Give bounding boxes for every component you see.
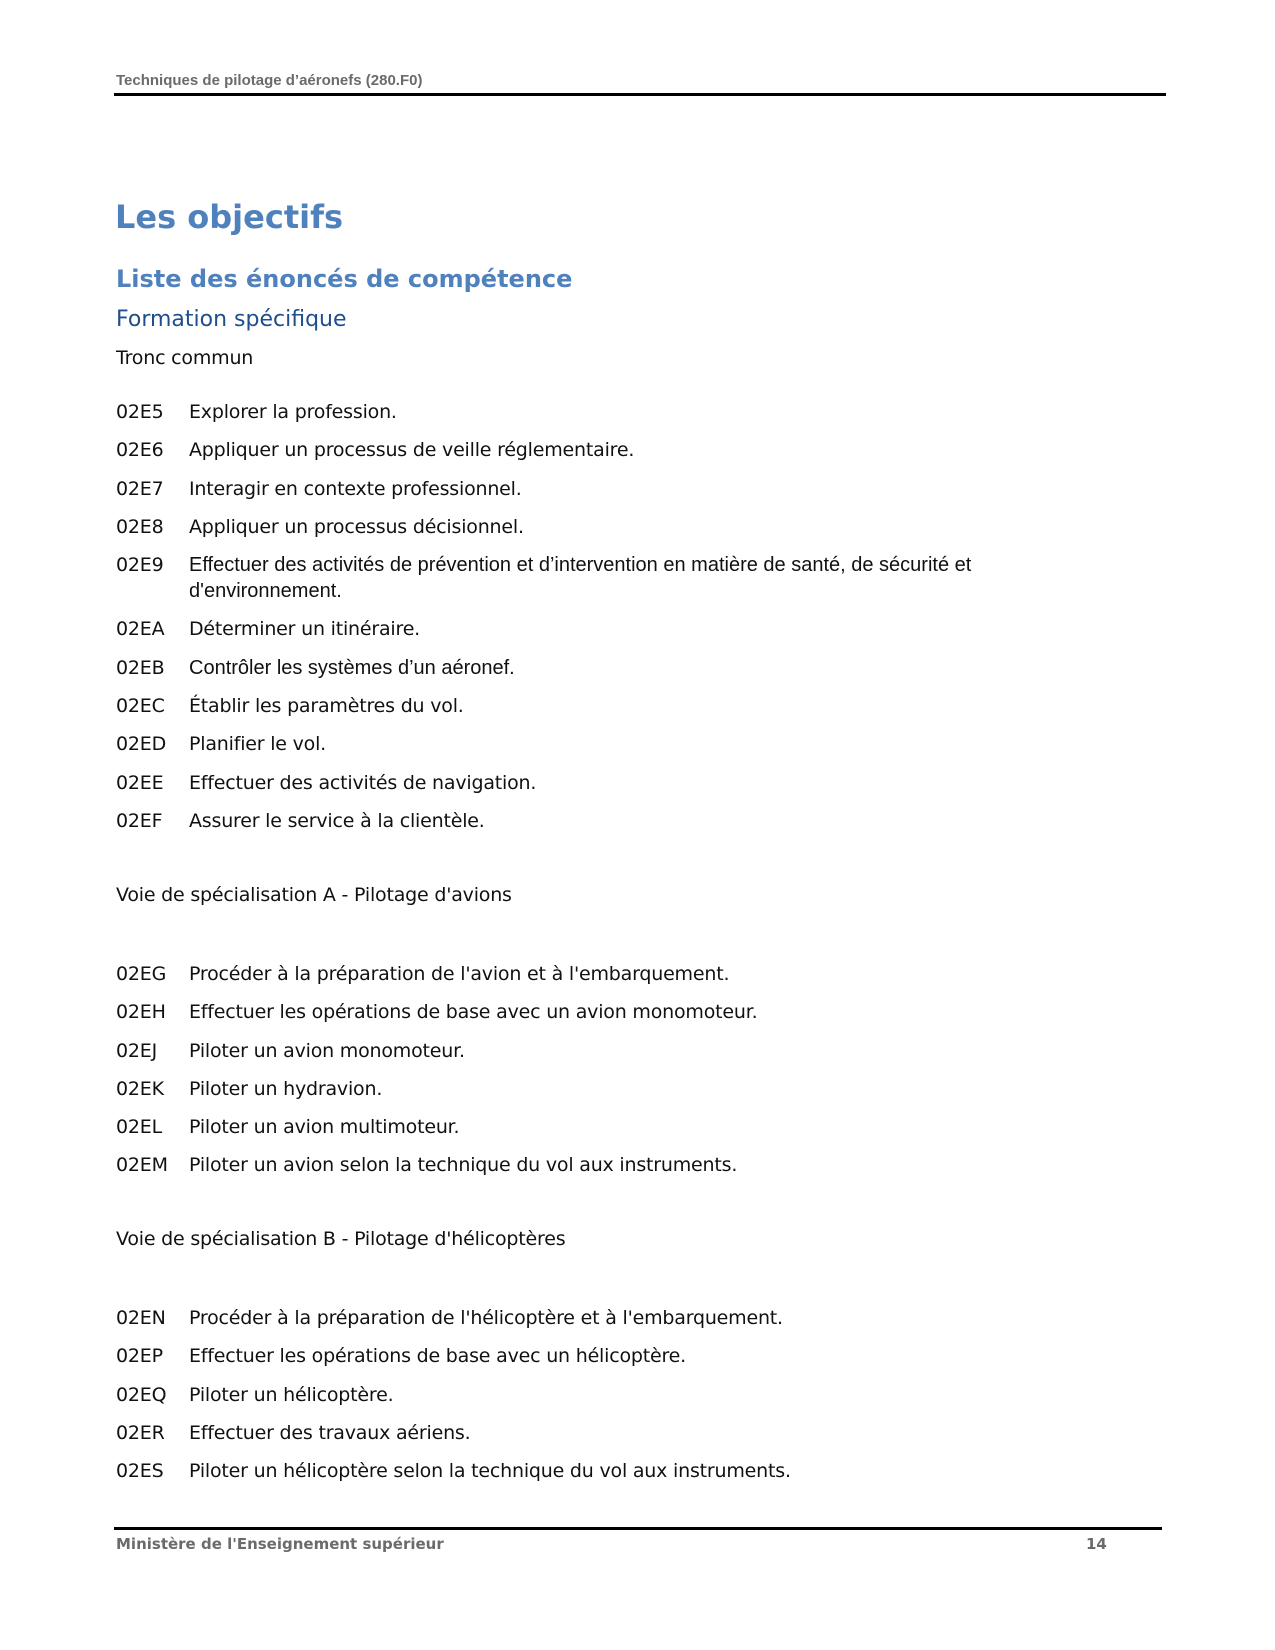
competency-list-voie-a [116, 961, 1116, 1191]
competency-text: Procéder à la préparation de l'hélicoptère et à l'embarquement. [189, 1307, 783, 1329]
list-item [116, 1420, 1116, 1446]
competency-code: 02EK [116, 1077, 164, 1100]
competency-text: Appliquer un processus décisionnel. [189, 515, 524, 538]
competency-text: Établir les paramètres du vol. [189, 695, 464, 718]
competency-code: 02EB [116, 656, 165, 679]
running-header: Techniques de pilotage d’aéronefs (280.F0) [116, 72, 423, 89]
group-label-voie-a: Voie de spécialisation A - Pilotage d'avions [116, 884, 512, 906]
list-item [116, 770, 1116, 796]
competency-code: 02E5 [116, 401, 164, 423]
competency-code: 02E7 [116, 477, 164, 500]
list-item [116, 808, 1116, 834]
competency-code: 02EM [116, 1154, 168, 1177]
list-item [116, 514, 1116, 540]
competency-code: 02EH [116, 1001, 166, 1024]
list-item [116, 616, 1116, 642]
list-item [116, 1076, 1116, 1102]
competency-code: 02E9 [116, 554, 164, 577]
competency-text: Effectuer des travaux aériens. [189, 1421, 471, 1444]
competency-text: Planifier le vol. [189, 733, 327, 756]
list-item [116, 693, 1116, 719]
competency-code: 02ED [116, 733, 167, 756]
competency-code: 02EN [116, 1307, 166, 1329]
list-item [116, 655, 1116, 681]
competency-list-voie-b [116, 1305, 1116, 1496]
subtitle: Liste des énoncés de compétence [116, 265, 573, 293]
list-item [116, 476, 1116, 502]
competency-list-tronc-commun [116, 399, 1116, 846]
header-rule [114, 93, 1166, 96]
footer-rule [114, 1527, 1162, 1530]
list-item [116, 1343, 1116, 1369]
list-item [116, 437, 1116, 463]
group-label-voie-b: Voie de spécialisation B - Pilotage d'hélicoptères [116, 1228, 566, 1250]
list-item [116, 1458, 1116, 1484]
list-item [116, 731, 1116, 757]
competency-text: Contrôler les systèmes d’un aéronef. [189, 656, 515, 679]
list-item [116, 1305, 1116, 1331]
competency-text: Déterminer un itinéraire. [189, 618, 421, 641]
competency-text: Effectuer les opérations de base avec un avion monomoteur. [189, 1001, 758, 1024]
competency-text: Piloter un hydravion. [189, 1077, 383, 1100]
competency-code: 02EF [116, 809, 163, 832]
competency-code: 02E6 [116, 439, 164, 462]
competency-code: 02EP [116, 1345, 163, 1368]
competency-code: 02EG [116, 963, 167, 985]
competency-code: 02EQ [116, 1383, 167, 1406]
competency-code: 02EC [116, 695, 165, 718]
list-item [116, 1114, 1116, 1140]
competency-text: Effectuer des activités de prévention et d’intervention en matière de santé, de sécurité et d'environnement. [189, 554, 972, 603]
competency-text: Effectuer les opérations de base avec un hélicoptère. [189, 1345, 687, 1368]
competency-code: 02EA [116, 618, 165, 641]
competency-text: Piloter un avion multimoteur. [189, 1116, 460, 1139]
competency-code: 02ES [116, 1460, 164, 1483]
competency-text: Procéder à la préparation de l'avion et à l'embarquement. [189, 963, 730, 985]
competency-text: Piloter un avion selon la technique du vol aux instruments. [189, 1154, 738, 1177]
competency-code: 02E8 [116, 515, 164, 538]
list-item [116, 999, 1116, 1025]
competency-text: Piloter un avion monomoteur. [189, 1039, 465, 1062]
competency-text: Effectuer des activités de navigation. [189, 771, 537, 794]
list-item [116, 399, 1116, 425]
list-item [116, 1038, 1116, 1064]
competency-code: 02EJ [116, 1039, 157, 1062]
competency-code: 02EL [116, 1116, 162, 1139]
competency-code: 02EE [116, 771, 164, 794]
section-heading: Formation spécifique [116, 307, 347, 332]
competency-text: Interagir en contexte professionnel. [189, 477, 522, 500]
competency-text: Explorer la profession. [189, 401, 397, 423]
list-item [116, 961, 1116, 987]
page-title: Les objectifs [115, 198, 344, 236]
group-label-tronc-commun: Tronc commun [116, 347, 254, 369]
competency-text: Appliquer un processus de veille réglementaire. [189, 439, 635, 462]
list-item [116, 552, 1116, 604]
list-item [116, 1152, 1116, 1178]
competency-text: Assurer le service à la clientèle. [189, 809, 485, 832]
competency-text: Piloter un hélicoptère selon la technique du vol aux instruments. [189, 1460, 791, 1483]
page-number: 14 [1086, 1535, 1107, 1553]
competency-code: 02ER [116, 1421, 165, 1444]
competency-text: Piloter un hélicoptère. [189, 1383, 394, 1406]
footer-publisher: Ministère de l'Enseignement supérieur [116, 1535, 444, 1553]
list-item [116, 1382, 1116, 1408]
